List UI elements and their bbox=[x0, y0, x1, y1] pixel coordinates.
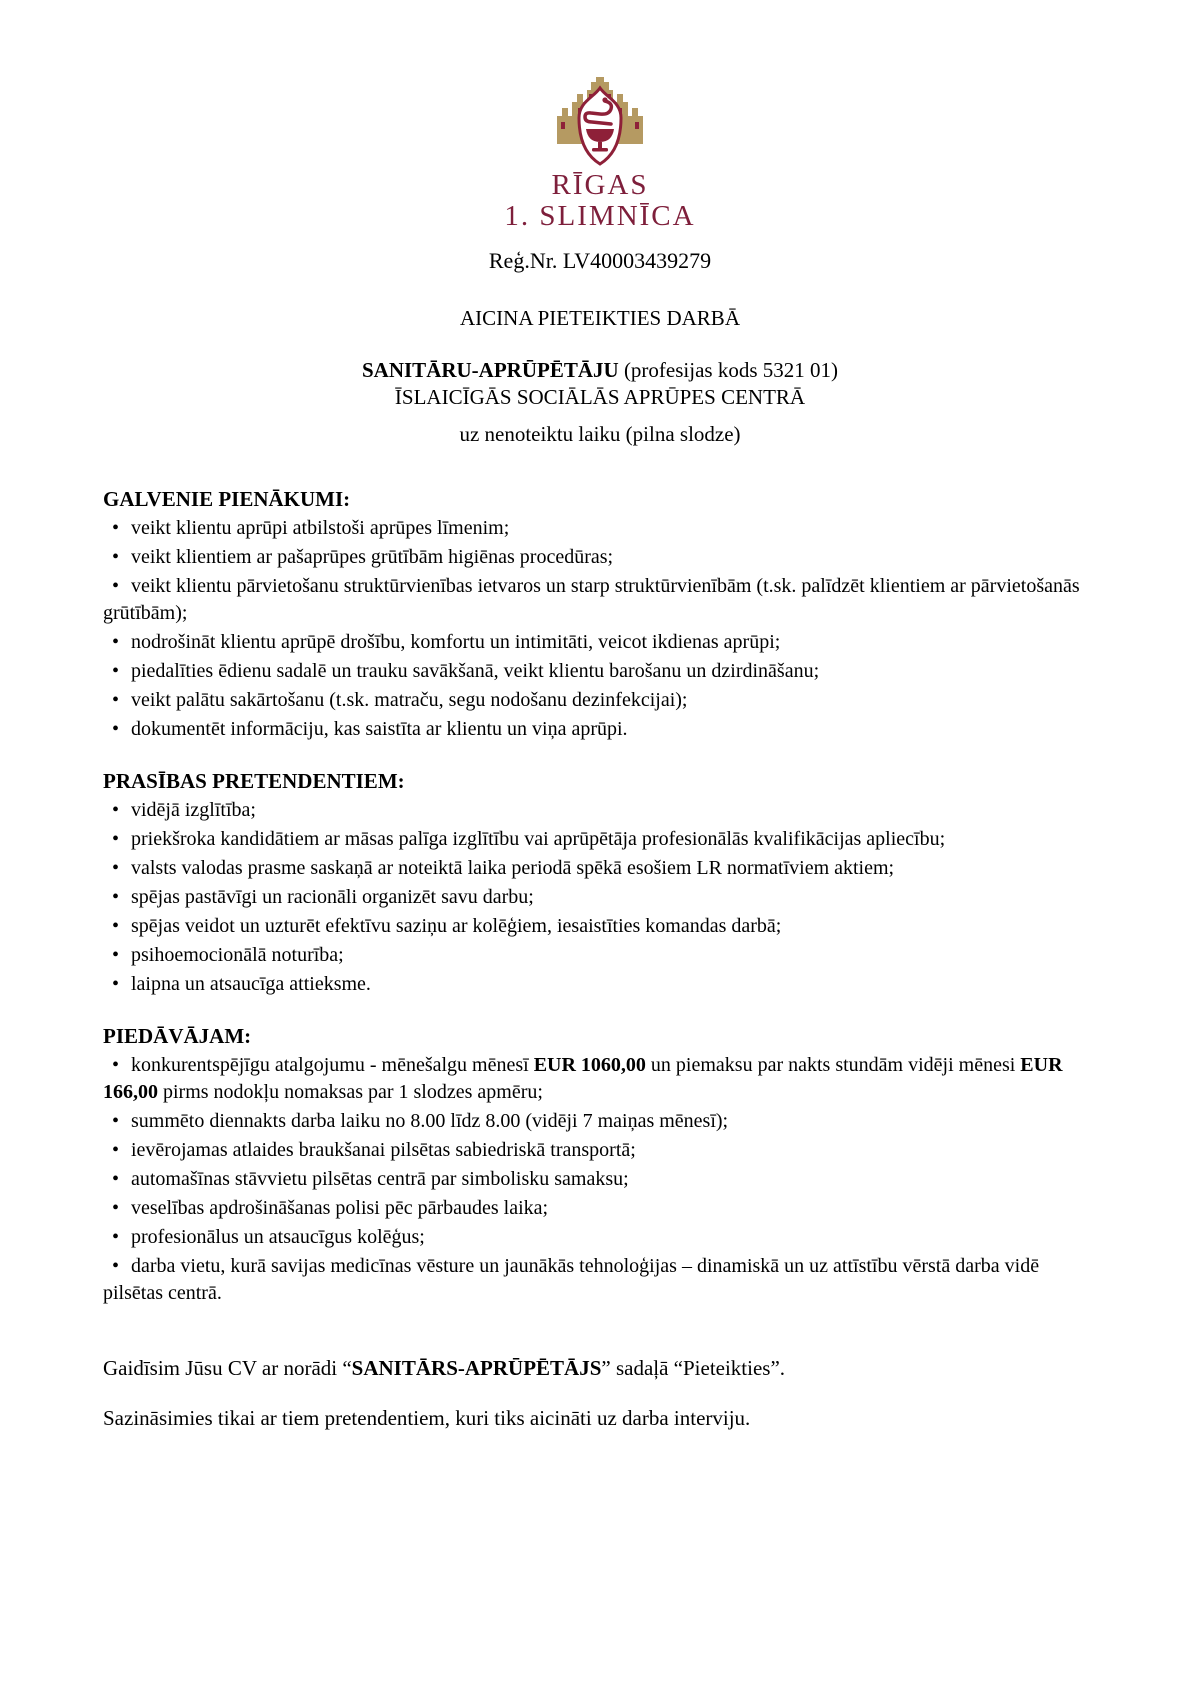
bullet-icon: • bbox=[112, 799, 120, 821]
bullet-icon: • bbox=[112, 828, 120, 850]
contact-note: Sazināsimies tikai ar tiem pretendentiem, kuri tiks aicināti uz darba interviju. bbox=[103, 1406, 751, 1430]
bullet-icon: • bbox=[112, 1168, 120, 1190]
text: (profesijas kods 5321 01) bbox=[618, 358, 838, 382]
list-item bbox=[103, 855, 1097, 882]
text: nodrošināt klientu aprūpē drošību, komfortu un intimitāti, veicot ikdienas aprūpi; bbox=[131, 631, 781, 653]
cv-instruction bbox=[103, 1355, 1097, 1382]
terms-line: uz nenoteiktu laiku (pilna slodze) bbox=[459, 422, 741, 446]
org-name-line2: 1. SLIMNĪCA bbox=[504, 200, 696, 232]
department-line: ĪSLAICĪGĀS SOCIĀLĀS APRŪPES CENTRĀ bbox=[394, 385, 806, 409]
list-item bbox=[103, 515, 1097, 542]
list-item bbox=[103, 971, 1097, 998]
text: psihoemocionālā noturība; bbox=[131, 944, 344, 966]
text: Gaidīsim Jūsu CV ar norādi “ bbox=[103, 1356, 352, 1380]
text: dokumentēt informāciju, kas saistīta ar klientu un viņa aprūpi. bbox=[131, 718, 628, 740]
bullet-icon: • bbox=[112, 575, 120, 597]
bullet-icon: • bbox=[112, 944, 120, 966]
text: veselības apdrošināšanas polisi pēc pārbaudes laika; bbox=[131, 1197, 549, 1219]
bullet-icon: • bbox=[112, 1110, 120, 1132]
bullet-icon: • bbox=[112, 973, 120, 995]
text: darba vietu, kurā savijas medicīnas vēsture un jaunākās tehnoloģijas – dinamiskā un uz attīstību vērstā darba vidē pilsētas centrā. bbox=[103, 1255, 1040, 1304]
section-duties bbox=[103, 487, 1097, 743]
text: valsts valodas prasme saskaņā ar noteiktā laika periodā spēkā esošiem LR normatīviem aktiem; bbox=[131, 857, 895, 879]
bullet-icon: • bbox=[112, 1255, 120, 1277]
bold-text: SANITĀRS-APRŪPĒTĀJS bbox=[351, 1356, 602, 1380]
org-name-line1: RĪGAS bbox=[551, 169, 649, 201]
hospital-crest-icon bbox=[535, 70, 665, 170]
text: pirms nodokļu nomaksas par 1 slodzes apmēru; bbox=[158, 1081, 543, 1103]
list-item bbox=[103, 1108, 1097, 1135]
duties-list bbox=[103, 515, 1097, 743]
section-heading-requirements: PRASĪBAS PRETENDENTIEM: bbox=[103, 769, 405, 793]
text: profesionālus un atsaucīgus kolēģus; bbox=[131, 1226, 425, 1248]
list-item bbox=[103, 942, 1097, 969]
bullet-icon: • bbox=[112, 631, 120, 653]
bold-text: EUR 166,00 bbox=[103, 1054, 1063, 1103]
text: spējas pastāvīgi un racionāli organizēt savu darbu; bbox=[131, 886, 534, 908]
text: piedalīties ēdienu sadalē un trauku savākšanā, veikt klientu barošanu un dzirdināšanu; bbox=[131, 660, 820, 682]
list-item bbox=[103, 884, 1097, 911]
text: laipna un atsaucīga attieksme. bbox=[131, 973, 371, 995]
section-requirements bbox=[103, 769, 1097, 998]
section-offer bbox=[103, 1024, 1097, 1307]
section-heading-duties: GALVENIE PIENĀKUMI: bbox=[103, 487, 351, 511]
org-header bbox=[103, 70, 1097, 232]
list-item bbox=[103, 687, 1097, 714]
list-item bbox=[103, 826, 1097, 853]
section-heading-offer: PIEDĀVĀJAM: bbox=[103, 1024, 252, 1048]
bullet-icon: • bbox=[112, 517, 120, 539]
list-item bbox=[103, 1137, 1097, 1164]
bullet-icon: • bbox=[112, 915, 120, 937]
bullet-icon: • bbox=[112, 689, 120, 711]
text: vidējā izglītība; bbox=[131, 799, 256, 821]
list-item bbox=[103, 1166, 1097, 1193]
bullet-icon: • bbox=[112, 1226, 120, 1248]
text: un piemaksu par nakts stundām vidēji mēnesi bbox=[645, 1054, 1021, 1076]
list-item bbox=[103, 629, 1097, 656]
list-item bbox=[103, 1052, 1097, 1106]
text: summēto diennakts darba laiku no 8.00 līdz 8.00 (vidēji 7 maiņas mēnesī); bbox=[131, 1110, 729, 1132]
list-item bbox=[103, 1195, 1097, 1222]
list-item bbox=[103, 797, 1097, 824]
text: veikt klientu aprūpi atbilstoši aprūpes līmenim; bbox=[131, 517, 510, 539]
bold-text: EUR 1060,00 bbox=[533, 1054, 646, 1076]
list-item bbox=[103, 716, 1097, 743]
text: automašīnas stāvvietu pilsētas centrā par simbolisku samaksu; bbox=[131, 1168, 629, 1190]
list-item bbox=[103, 573, 1097, 627]
text: veikt klientiem ar pašaprūpes grūtībām higiēnas procedūras; bbox=[131, 546, 614, 568]
bullet-icon: • bbox=[112, 660, 120, 682]
text: veikt palātu sakārtošanu (t.sk. matraču, segu nodošanu dezinfekcijai); bbox=[131, 689, 688, 711]
text: konkurentspējīgu atalgojumu - mēnešalgu mēnesī bbox=[131, 1054, 534, 1076]
bullet-icon: • bbox=[112, 1054, 120, 1076]
list-item bbox=[103, 913, 1097, 940]
text: ievērojamas atlaides braukšanai pilsētas sabiedriskā transportā; bbox=[131, 1139, 636, 1161]
requirements-list bbox=[103, 797, 1097, 998]
bullet-icon: • bbox=[112, 546, 120, 568]
list-item bbox=[103, 544, 1097, 571]
bullet-icon: • bbox=[112, 718, 120, 740]
list-item bbox=[103, 1253, 1097, 1307]
bullet-icon: • bbox=[112, 1197, 120, 1219]
bold-text: SANITĀRU-APRŪPĒTĀJU bbox=[362, 358, 619, 382]
text: priekšroka kandidātiem ar māsas palīga izglītību vai aprūpētāja profesionālās kvalifikācijas apliecību; bbox=[131, 828, 946, 850]
registration-number: Reģ.Nr. LV40003439279 bbox=[488, 248, 712, 273]
text: ” sadaļā “Pieteikties”. bbox=[601, 1356, 786, 1380]
position-line bbox=[103, 357, 1097, 384]
list-item bbox=[103, 658, 1097, 685]
invite-line: AICINA PIETEIKTIES DARBĀ bbox=[460, 306, 740, 330]
bullet-icon: • bbox=[112, 857, 120, 879]
text: veikt klientu pārvietošanu struktūrvienības ietvaros un starp struktūrvienībām (t.sk. palīdzēt klientiem ar pārvietošanās grūtībām); bbox=[103, 575, 1080, 624]
text: spējas veidot un uzturēt efektīvu saziņu ar kolēģiem, iesaistīties komandas darbā; bbox=[131, 915, 782, 937]
offer-list bbox=[103, 1052, 1097, 1307]
shield-icon bbox=[579, 88, 621, 164]
bullet-icon: • bbox=[112, 886, 120, 908]
list-item bbox=[103, 1224, 1097, 1251]
bullet-icon: • bbox=[112, 1139, 120, 1161]
